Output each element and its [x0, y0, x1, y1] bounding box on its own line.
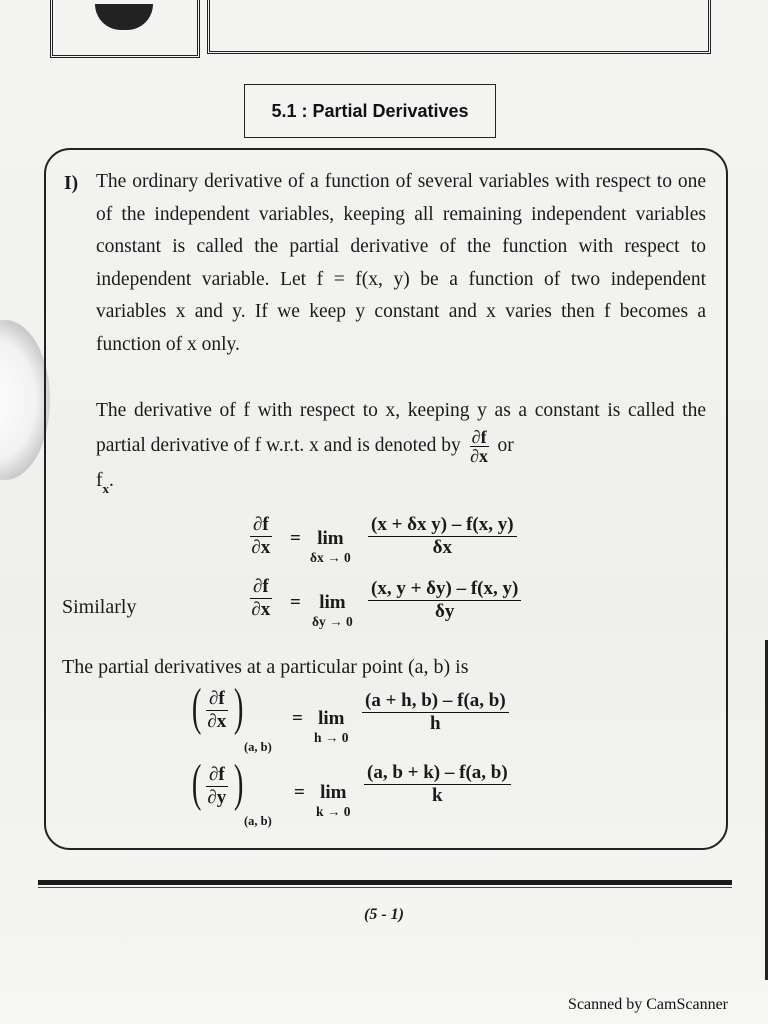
eq1-rhs-fraction — [368, 514, 517, 559]
eq3-right-paren: ) — [233, 679, 244, 736]
eq3-limit — [314, 708, 349, 746]
eq4-lim-word: lim — [320, 782, 347, 803]
notation-text: The derivative of f with respect to x, keeping y as a constant is called the partial derivative of f w.r.t. x and is denoted by — [96, 400, 706, 456]
eq3-rhs-denominator: h — [430, 713, 441, 734]
eq4-lim-condition: k → 0 — [316, 804, 351, 819]
eq4-lhs-numerator: ∂f — [206, 764, 228, 787]
eq1-rhs-denominator: δx — [432, 537, 452, 558]
eq3-equals-sign: = — [292, 708, 303, 729]
eq4-rhs-numerator: (a, b + k) – f(a, b) — [364, 762, 511, 785]
inline-frac-numerator: ∂f — [471, 426, 487, 447]
eq1-lim-condition: δx → 0 — [310, 550, 351, 565]
inline-frac-denominator: ∂x — [470, 445, 489, 466]
eq1-rhs-numerator: (x + δx y) – f(x, y) — [368, 514, 517, 537]
eq3-lim-condition: h → 0 — [314, 730, 349, 745]
eq4-lhs-fraction — [206, 764, 228, 809]
eq4-rhs-fraction — [364, 762, 511, 807]
eq2-lhs-fraction — [250, 576, 272, 621]
fx-notation — [96, 469, 114, 496]
eq2-rhs-numerator: (x, y + δy) – f(x, y) — [368, 578, 521, 601]
paragraph-definition: The ordinary derivative of a function of several variables with respect to one of the independent variables, keeping all remaining independent variables constant is called the partial derivative of the function with respect to independent variable. Let f = f(x, y) be a function of two independent variables x and y. If we keep y constant and x varies then f becomes a function of x only. — [96, 171, 706, 355]
eq4-lhs-denominator: ∂y — [207, 787, 227, 808]
eq3-lhs-numerator: ∂f — [206, 688, 228, 711]
eq3-lhs-fraction — [206, 688, 228, 733]
eq1-limit — [310, 528, 351, 566]
eq1-lhs-denominator: ∂x — [251, 537, 271, 558]
eq1-equals-sign: = — [290, 528, 301, 549]
eq2-lim-word: lim — [319, 592, 346, 613]
eq2-rhs-denominator: δy — [434, 601, 455, 622]
eq3-rhs-fraction — [362, 690, 509, 735]
point-intro-text: The partial derivatives at a particular point (a, b) is — [62, 656, 469, 678]
eq4-right-paren: ) — [233, 755, 244, 812]
eq2-equals-sign: = — [290, 592, 301, 613]
paragraph-notation — [96, 395, 706, 505]
eq3-rhs-numerator: (a + h, b) – f(a, b) — [362, 690, 509, 713]
eq4-evaluation-point: (a, b) — [244, 814, 272, 828]
fx-base: f — [96, 469, 103, 491]
eq3-lhs-denominator: ∂x — [207, 711, 227, 732]
eq3-left-paren: ( — [191, 679, 202, 736]
eq3-evaluation-point: (a, b) — [244, 740, 272, 754]
section-title: 5.1 : Partial Derivatives — [244, 84, 496, 138]
eq2-lhs-numerator: ∂f — [250, 576, 272, 599]
eq2-lhs-denominator: ∂x — [251, 599, 271, 620]
header-box-right — [207, 0, 711, 54]
header-logo-fragment — [95, 4, 153, 30]
eq2-lim-condition: δy → 0 — [312, 614, 353, 629]
eq1-lhs-fraction — [250, 514, 272, 559]
eq4-limit — [316, 782, 351, 820]
inline-partial-fraction — [470, 428, 489, 465]
fx-period: . — [109, 469, 114, 491]
similarly-label: Similarly — [62, 596, 137, 618]
eq4-equals-sign: = — [294, 782, 305, 803]
footer-rule-thin — [38, 887, 732, 888]
eq3-lim-word: lim — [318, 708, 345, 729]
eq2-limit — [312, 592, 353, 630]
eq1-lhs-numerator: ∂f — [250, 514, 272, 537]
eq1-lim-word: lim — [317, 528, 344, 549]
scanner-watermark: Scanned by CamScanner — [568, 996, 728, 1013]
item-marker: I) — [64, 173, 79, 194]
footer-rule — [38, 880, 732, 885]
page-number: (5 - 1) — [364, 906, 404, 923]
eq4-left-paren: ( — [191, 755, 202, 812]
eq2-rhs-fraction — [368, 578, 521, 623]
fx-subscript: x — [102, 480, 109, 496]
notation-or: or — [497, 434, 514, 456]
eq4-rhs-denominator: k — [432, 785, 443, 806]
header-box-left — [50, 0, 200, 58]
